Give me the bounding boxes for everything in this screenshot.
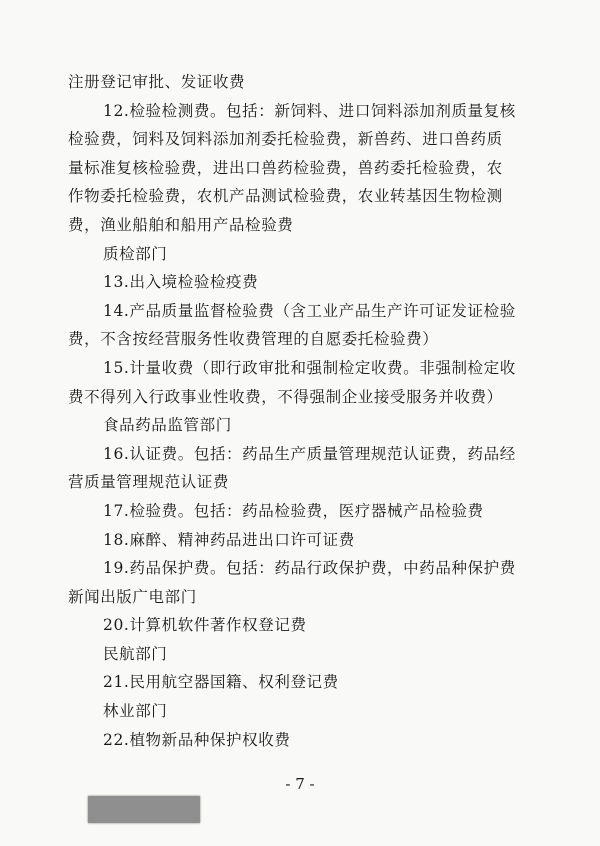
list-item-18: 18.麻醉、精神药品进出口许可证费 (103, 530, 355, 549)
list-item-13: 13.出入境检验检疫费 (103, 273, 259, 292)
text-line: 检验费，饲料及饲料添加剂委托检验费，新兽药、进口兽药质 (68, 130, 503, 149)
list-item-12: 12.检验检测费。包括：新饲料、进口饲料添加剂质量复核 (103, 101, 516, 120)
list-item-17: 17.检验费。包括：药品检验费，医疗器械产品检验费 (103, 501, 484, 520)
text-line: 量标准复核检验费，进出口兽药检验费，兽药委托检验费，农 (68, 158, 503, 177)
section-heading: 质检部门 (103, 244, 168, 263)
text-line: 营质量管理规范认证费 (68, 473, 230, 492)
section-heading: 民航部门 (103, 644, 168, 663)
list-item-21: 21.民用航空器国籍、权利登记费 (103, 673, 339, 692)
text-line: 作物委托检验费，农机产品测试检验费，农业转基因生物检测 (68, 187, 503, 206)
list-item-19: 19.药品保护费。包括：药品行政保护费，中药品种保护费 (103, 559, 516, 578)
text-line: 费不得列入行政事业性收费，不得强制企业接受服务并收费） (68, 387, 503, 406)
text-line: 费，渔业船舶和船用产品检验费 (68, 215, 294, 234)
list-item-14: 14.产品质量监督检验费（含工业产品生产许可证发证检验 (103, 301, 516, 320)
page-number: - 7 - (285, 775, 315, 793)
text-line: 费，不含按经营服务性收费管理的自愿委托检验费） (68, 330, 439, 349)
list-item-15: 15.计量收费（即行政审批和强制检定收费。非强制检定收 (103, 358, 516, 377)
text-line: 注册登记审批、发证收费 (68, 73, 246, 91)
list-item-20: 20.计算机软件著作权登记费 (103, 616, 307, 635)
section-heading: 新闻出版广电部门 (68, 587, 197, 606)
redaction-block (88, 796, 200, 823)
section-heading: 林业部门 (103, 702, 168, 721)
body-text (68, 68, 538, 754)
list-item-22: 22.植物新品种保护权收费 (103, 730, 291, 749)
section-heading: 食品药品监管部门 (103, 416, 232, 435)
list-item-16: 16.认证费。包括：药品生产质量管理规范认证费，药品经 (103, 444, 516, 463)
